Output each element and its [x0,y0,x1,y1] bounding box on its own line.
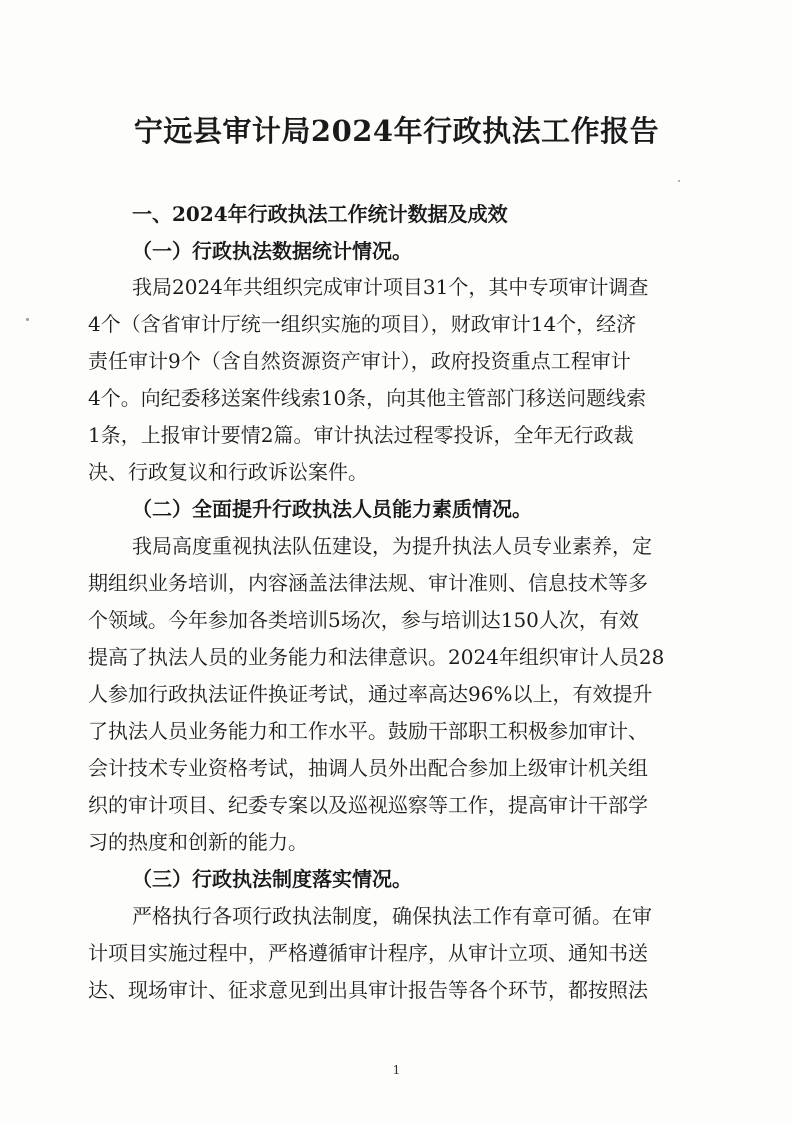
scan-speck [26,318,29,321]
subsection-heading-2: （二）全面提升行政执法人员能力素质情况。 [132,497,532,521]
paragraph-line: 个领域。今年参加各类培训5场次，参与培训达150人次，有效 [88,608,639,632]
section-heading-1: 一、2024年行政执法工作统计数据及成效 [132,202,508,226]
page-number: 1 [392,1063,401,1077]
paragraph-line: 计项目实施过程中，严格遵循审计程序，从审计立项、通知书送 [88,941,648,965]
paragraph-line: 织的审计项目、纪委专案以及巡视巡察等工作，提高审计干部学 [88,793,648,817]
paragraph-line: 我局高度重视执法队伍建设，为提升执法人员专业素养，定 [132,534,652,558]
paragraph-line: 人参加行政执法证件换证考试，通过率高达96%以上，有效提升 [88,682,653,706]
document-title: 宁远县审计局2024年行政执法工作报告 [133,114,660,148]
subsection-heading-1: （一）行政执法数据统计情况。 [132,239,412,263]
paragraph-line: 我局2024年共组织完成审计项目31个，其中专项审计调查 [132,275,649,299]
subsection-heading-3: （三）行政执法制度落实情况。 [132,867,412,891]
paragraph-line: 1条，上报审计要情2篇。审计执法过程零投诉，全年无行政裁 [88,423,634,447]
paragraph-line: 提高了执法人员的业务能力和法律意识。2024年组织审计人员28 [88,645,665,669]
scan-speck [678,180,680,182]
paragraph-line: 会计技术专业资格考试，抽调人员外出配合参加上级审计机关组 [88,756,648,780]
paragraph-line: 4个（含省审计厅统一组织实施的项目），财政审计14个，经济 [88,312,637,336]
paragraph-line: 达、现场审计、征求意见到出具审计报告等各个环节，都按照法 [88,978,648,1002]
paragraph-line: 责任审计9个（含自然资源资产审计），政府投资重点工程审计 [88,349,631,373]
paragraph-line: 期组织业务培训，内容涵盖法律法规、审计准则、信息技术等多 [88,571,648,595]
paragraph-line: 决、行政复议和行政诉讼案件。 [88,460,368,484]
paragraph-line: 4个。向纪委移送案件线索10条，向其他主管部门移送问题线索 [88,386,647,410]
paragraph-line: 习的热度和创新的能力。 [88,830,308,854]
paragraph-line: 严格执行各项行政执法制度，确保执法工作有章可循。在审 [132,904,652,928]
paragraph-line: 了执法人员业务能力和工作水平。鼓励干部职工积极参加审计、 [88,719,648,743]
